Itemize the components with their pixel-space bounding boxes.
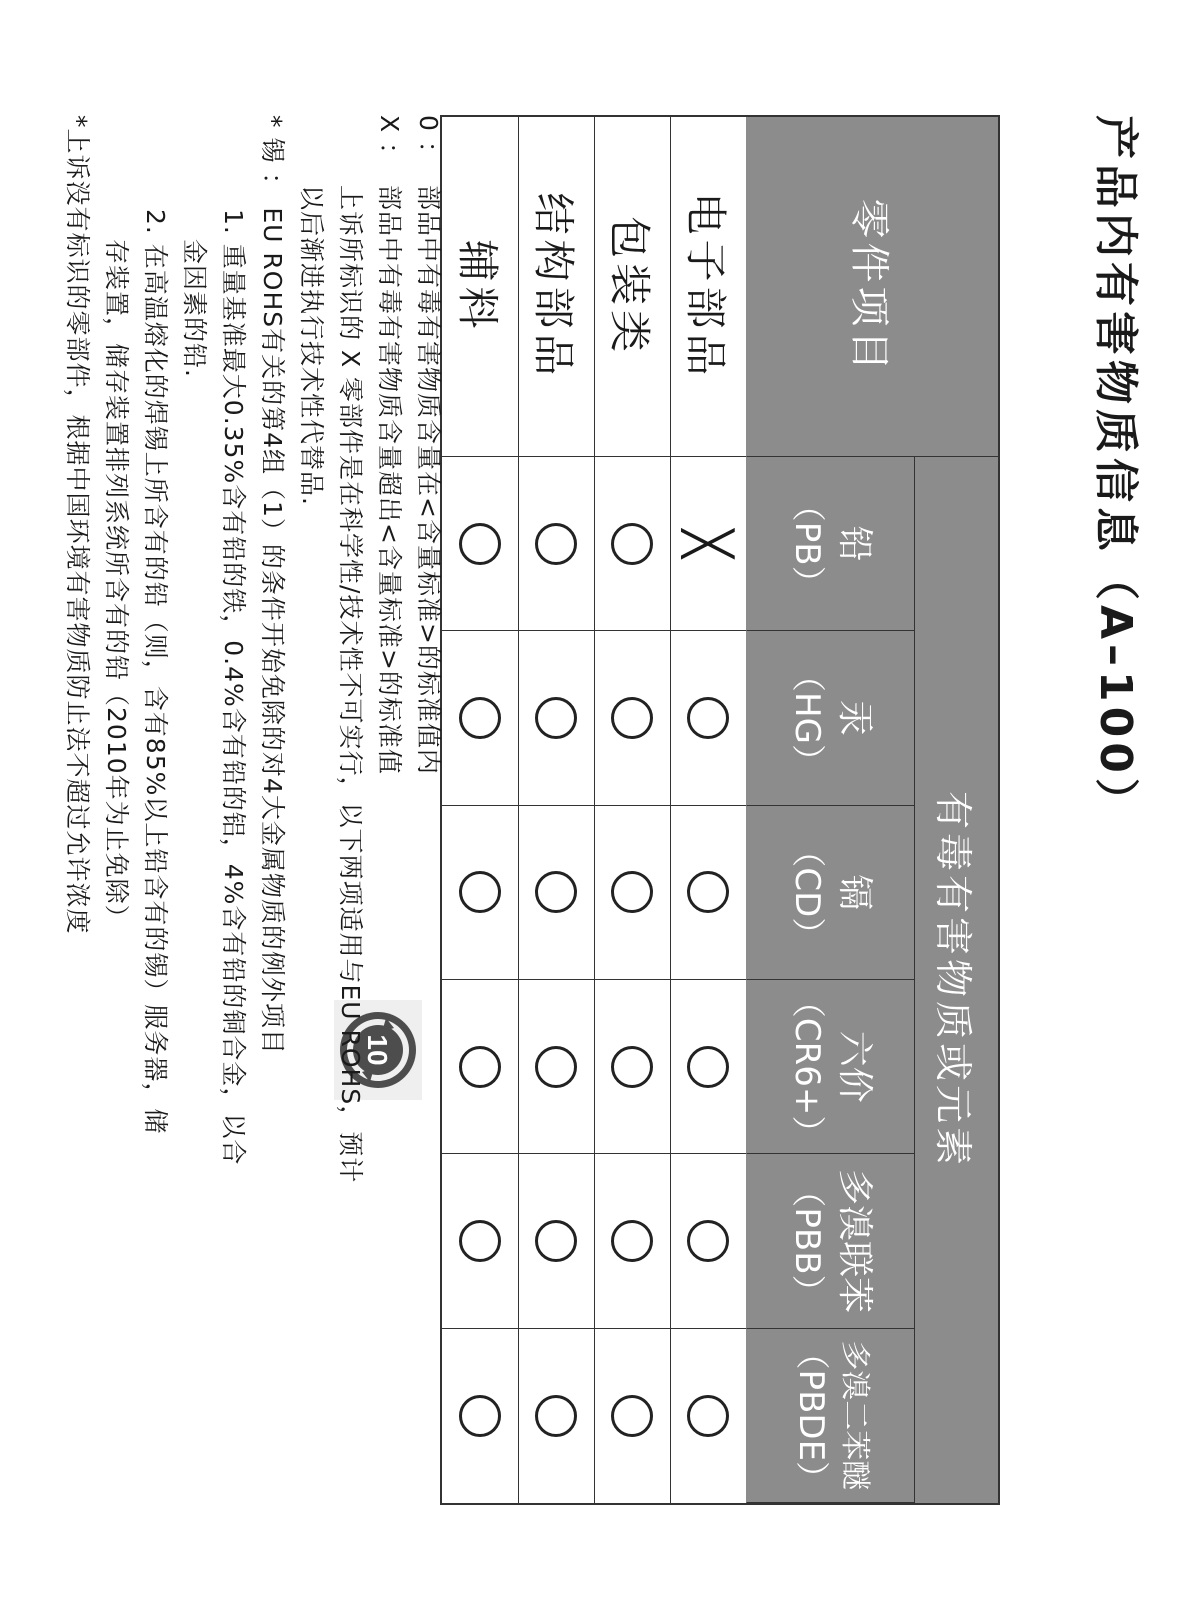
hazardous-substance-table: [440, 115, 1000, 1505]
substance-symbol: （PBDE）: [791, 1335, 832, 1496]
cell-mark: [518, 980, 594, 1154]
cell-mark: [442, 631, 518, 805]
substance-header-pbb: [746, 1154, 914, 1328]
substance-symbol: （CD）: [787, 833, 828, 952]
note-text: 部品中有毒有害物质含量超出<含量标准>的标准值: [375, 185, 404, 775]
notes-section: [58, 115, 448, 1495]
document-title: 产品内有害物质信息（A–100）: [1090, 115, 1141, 827]
cell-mark: [670, 980, 746, 1154]
note-text: EU ROHS有关的第4组（1）的条件开始免除的对4大金属物质的例外项目: [258, 207, 287, 1055]
cell-mark: [594, 457, 670, 631]
part-header: 零件项目: [746, 117, 998, 457]
note-item1: 1. 重量基准最大0.35%含有铅的铁，0.4%含有铅的铝，4%含有铅的铜合金，以合: [219, 209, 248, 1166]
row-label-auxiliary-materials: 辅料: [442, 117, 518, 457]
note-x: [370, 115, 409, 1495]
cell-mark: [442, 806, 518, 980]
cell-mark: [670, 1154, 746, 1328]
substance-name: 多溴联苯: [833, 1168, 875, 1313]
cell-mark: [518, 631, 594, 805]
substance-name: 铅: [833, 525, 875, 562]
note-text: 部品中有毒有害物质含量在<含量标准>的标准值内: [414, 185, 443, 775]
cell-mark: [670, 631, 746, 805]
substance-name: 汞: [833, 699, 875, 736]
cell-mark: [594, 980, 670, 1154]
substance-name: 镉: [833, 874, 875, 911]
note-key: X ：: [375, 115, 404, 169]
cell-mark: [518, 457, 594, 631]
substance-header-pb: [746, 457, 914, 631]
substance-header-pbde: [746, 1329, 914, 1503]
substance-group-header: 有毒有害物质或元素: [914, 457, 998, 1503]
cell-mark: [594, 806, 670, 980]
cell-mark: [594, 1329, 670, 1503]
cell-mark: [442, 1154, 518, 1328]
cell-mark: [594, 631, 670, 805]
cell-mark: [518, 1154, 594, 1328]
substance-symbol: （HG）: [787, 658, 828, 778]
footer-note: *上诉没有标识的零部件，根据中国环境有害物质防止法不超过允许浓度: [63, 115, 92, 935]
cell-mark: [594, 1154, 670, 1328]
cell-mark: [670, 1329, 746, 1503]
substance-name: 多溴二苯醚: [836, 1340, 872, 1491]
cell-mark: [442, 980, 518, 1154]
cell-mark: [442, 457, 518, 631]
cell-mark: ╳: [670, 457, 746, 631]
substance-name: 六价: [833, 1030, 875, 1103]
cell-mark: [442, 1329, 518, 1503]
substance-header-hg: [746, 631, 914, 805]
note-tin: [253, 115, 292, 1495]
substance-symbol: （PB）: [787, 487, 828, 600]
cell-mark: [518, 1329, 594, 1503]
note-x-line2: 上诉所标识的 X 零部件是在科学性/技术性不可实行，以下两项适用与EU ROHS，预计: [336, 185, 365, 1184]
recycle-period-number: 10: [362, 1034, 393, 1066]
cell-mark: [518, 806, 594, 980]
row-label-structural-parts: 结构部品: [518, 117, 594, 457]
cell-mark: [670, 806, 746, 980]
note-item2-cont: 存装置，储存装置排列系统所含有的铅（2010年为止免除）: [102, 239, 131, 931]
substance-symbol: （PBB）: [787, 1173, 828, 1309]
note-key: 0 ：: [414, 115, 443, 167]
substance-header-cd: [746, 806, 914, 980]
substance-header-cr6: [746, 980, 914, 1154]
note-o: [409, 115, 448, 1495]
row-label-packaging: 包装类: [594, 117, 670, 457]
note-item2: 2. 在高温熔化的焊锡上所含有的铅（则，含有85%以上铅含有的锡）服务器，储: [141, 209, 170, 1135]
substance-symbol: （CR6+）: [787, 983, 828, 1150]
note-item1-cont: 金因素的铅.: [180, 239, 209, 378]
row-label-electronic-parts: 电子部品: [670, 117, 746, 457]
note-key: * 锡 ：: [258, 115, 287, 199]
note-x-line3: 以后渐进执行技术性代替品.: [297, 185, 326, 506]
